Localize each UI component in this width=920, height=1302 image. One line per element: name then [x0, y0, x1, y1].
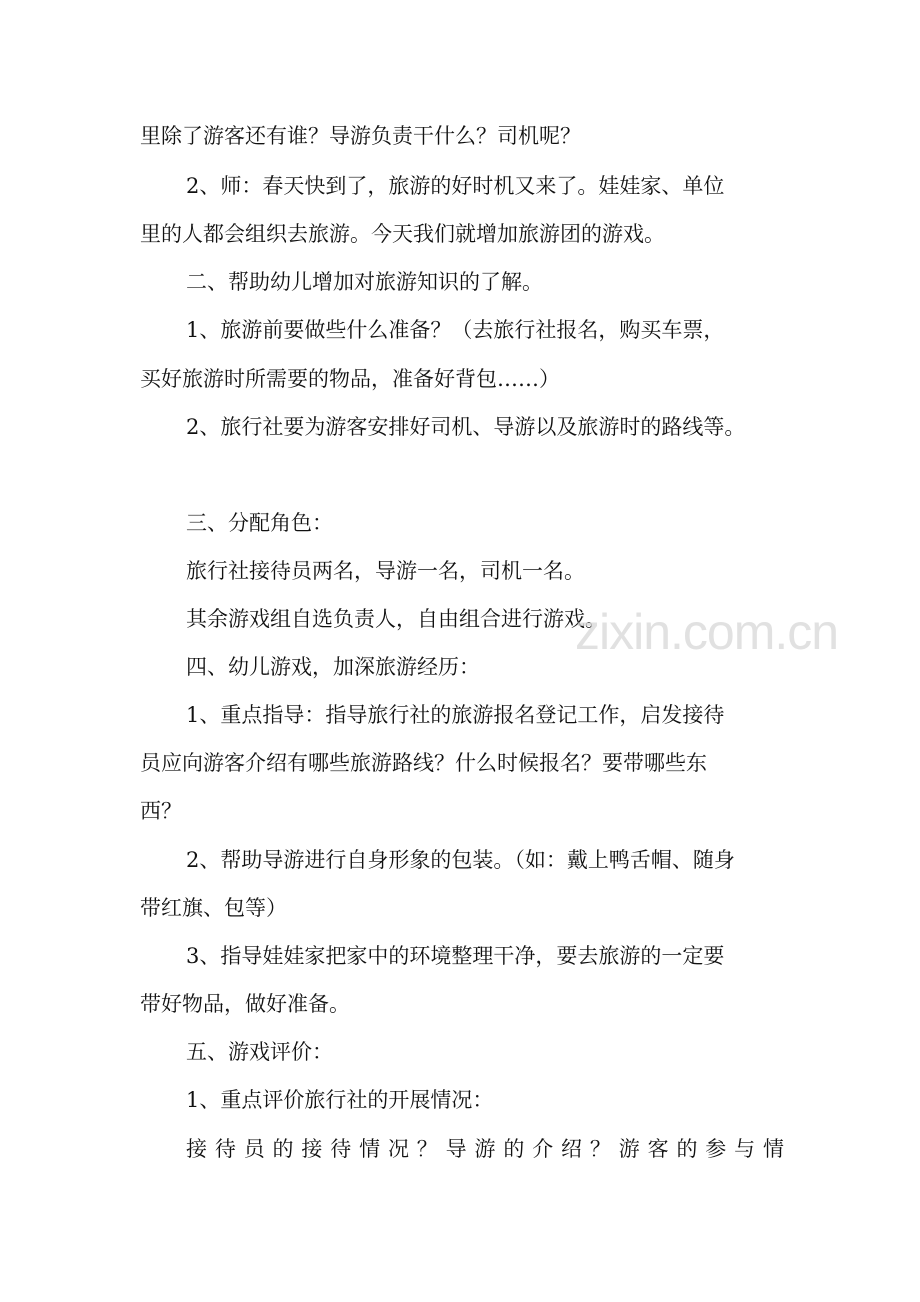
text-line-14: 西？ — [140, 799, 182, 823]
text-line-6: 买好旅游时所需要的物品，准备好背包……） — [140, 367, 560, 391]
section-heading-3: 三、分配角色： — [186, 511, 333, 535]
text-line-21: 接待员的接待情况？导游的介绍？游客的参与情 — [186, 1137, 784, 1161]
section-heading-4: 四、幼儿游戏，加深旅游经历： — [186, 655, 480, 679]
text-line-12: 1、重点指导：指导旅行社的旅游报名登记工作，启发接待 — [186, 703, 725, 727]
text-line-5: 1、旅游前要做些什么准备？（去旅行社报名，购买车票， — [186, 318, 725, 342]
watermark: zixin.com.cn — [575, 604, 839, 660]
text-line-17: 3、指导娃娃家把家中的环境整理干净，要去旅游的一定要 — [186, 944, 725, 968]
text-line-9: 旅行社接待员两名，导游一名，司机一名。 — [186, 559, 585, 583]
text-line-2: 2、师：春天快到了，旅游的好时机又来了。娃娃家、单位 — [186, 174, 725, 198]
text-line-1: 里除了游客还有谁？导游负责干什么？司机呢？ — [140, 124, 581, 148]
section-heading-5: 五、游戏评价： — [186, 1040, 333, 1064]
text-line-10: 其余游戏组自选负责人，自由组合进行游戏。 — [186, 607, 606, 631]
text-line-18: 带好物品，做好准备。 — [140, 992, 350, 1016]
section-heading-2: 二、帮助幼儿增加对旅游知识的了解。 — [186, 270, 543, 294]
text-line-16: 带红旗、包等） — [140, 896, 287, 920]
text-line-15: 2、帮助导游进行自身形象的包装。（如：戴上鸭舌帽、随身 — [186, 848, 735, 872]
text-line-7: 2、旅行社要为游客安排好司机、导游以及旅游时的路线等。 — [186, 415, 746, 439]
text-line-13: 员应向游客介绍有哪些旅游路线？什么时候报名？要带哪些东 — [140, 751, 707, 775]
text-line-20: 1、重点评价旅行社的开展情况： — [186, 1088, 494, 1112]
text-line-3: 里的人都会组织去旅游。今天我们就增加旅游团的游戏。 — [140, 222, 665, 246]
